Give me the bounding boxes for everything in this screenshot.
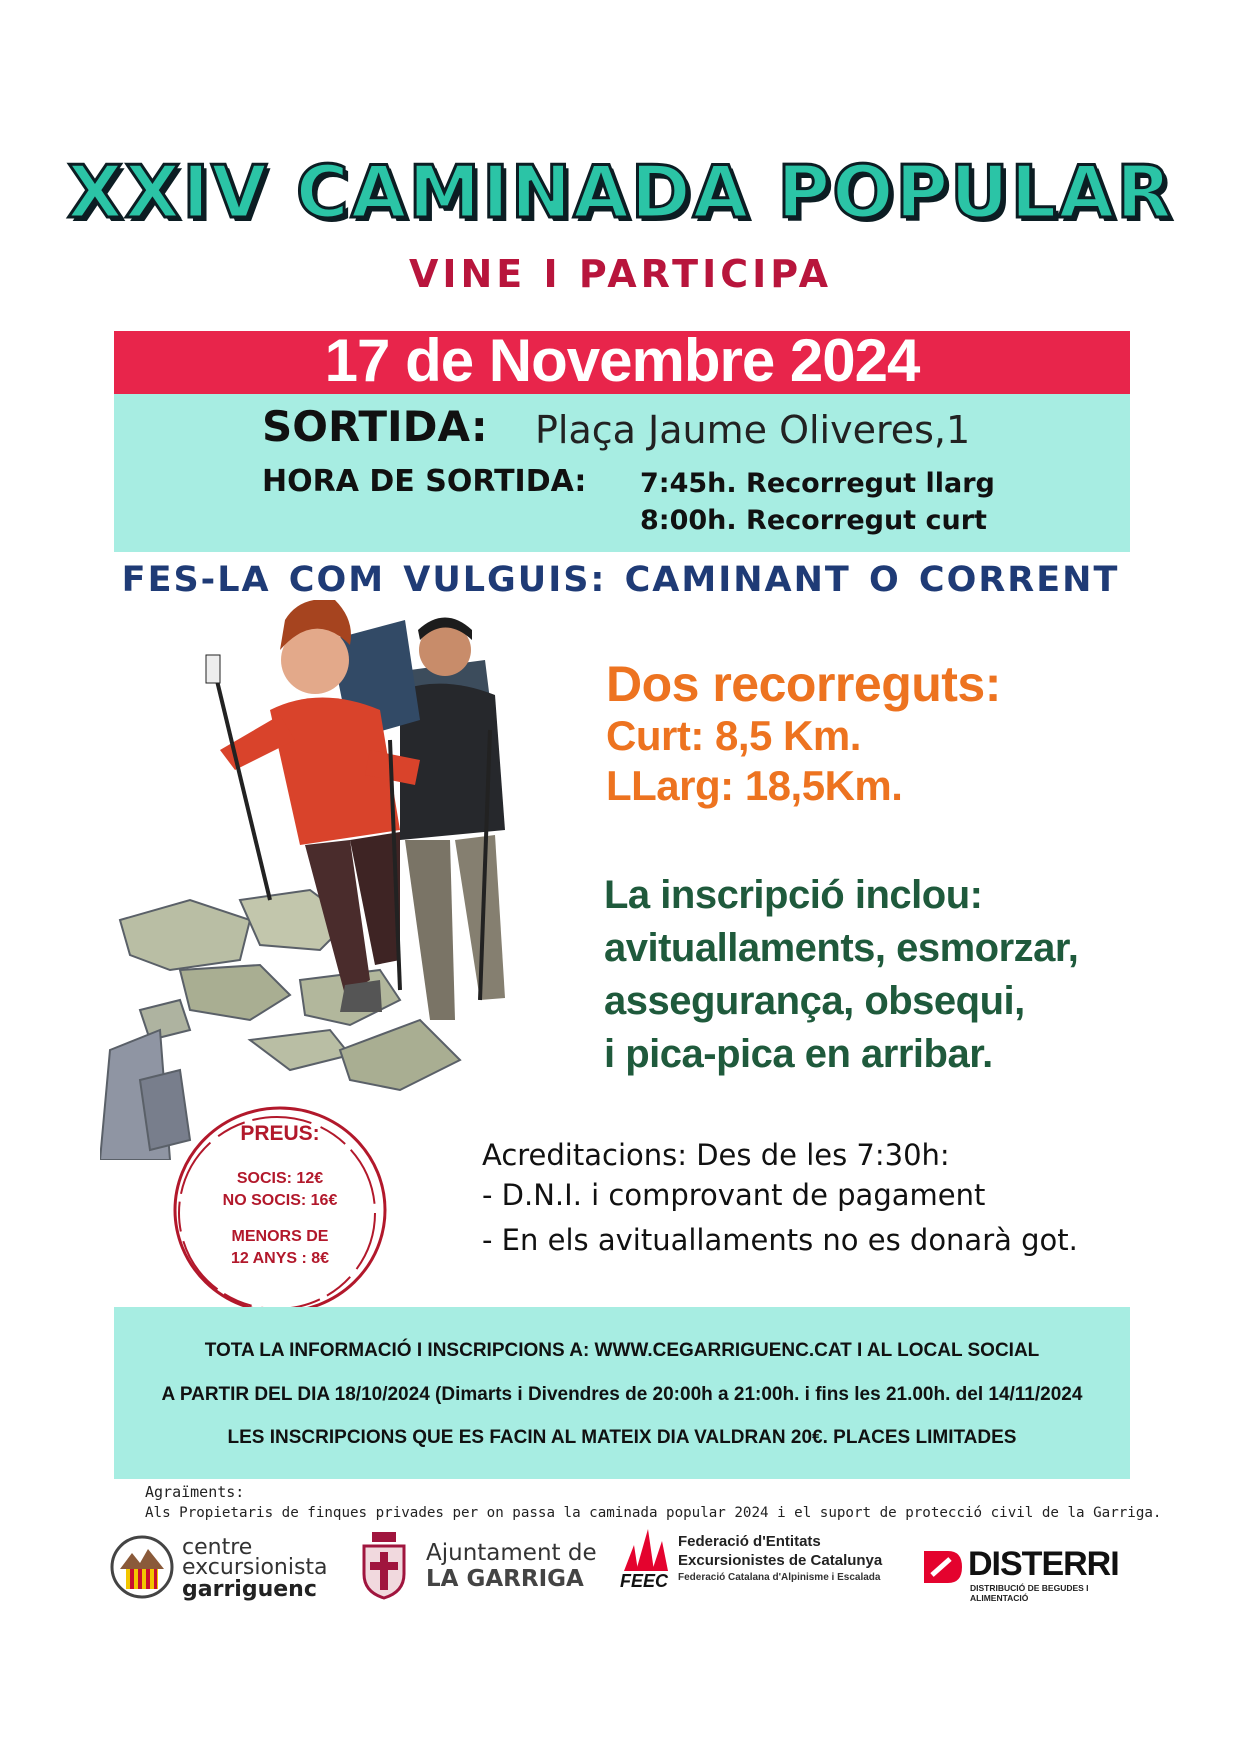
poster-title: XXIV CAMINADA POPULAR [67,150,1174,234]
feec-line1: Federació d'Entitats [678,1533,821,1550]
logo-feec [620,1525,920,1600]
includes-heading: La inscripció inclou: [604,873,983,917]
route-short: Curt: 8,5 Km. [606,712,861,759]
logo-disterri [920,1545,1135,1605]
acknowledgements-label: Agraïments: [145,1483,245,1501]
ceg-emblem-icon [110,1535,174,1599]
ajuntament-line1: Ajuntament de [426,1540,597,1566]
info-line-website: TOTA LA INFORMACIÓ I INSCRIPCIONS A: WWW.CEGARRIGUENC.CAT I AL LOCAL SOCIAL [204,1340,1040,1361]
prices-stamp [180,1100,380,1320]
disterri-mark-icon [920,1545,964,1589]
price-non-members: NO SOCIS: 16€ [222,1192,338,1209]
acknowledgements-text: Als Propietaris de finques privades per on passa la caminada popular 2024 i el suport de protecció civil de la Garriga. [145,1505,1162,1521]
feec-line3: Federació Catalana d'Alpinisme i Escalada [678,1572,881,1583]
includes-line: avituallaments, esmorzar, [604,926,1079,970]
accreditation-heading: Acreditacions: Des de les 7:30h: [482,1138,950,1172]
price-minors-line1: MENORS DE [231,1228,329,1245]
accreditation-line: - En els avituallaments no es donarà got. [482,1223,1078,1257]
ceg-line3: garriguenc [182,1577,317,1602]
ceg-line1: centre [182,1535,253,1560]
feec-line2: Excursionistes de Catalunya [678,1552,883,1569]
routes-heading: Dos recorreguts: [606,656,1001,712]
departure-label: SORTIDA: [262,402,488,451]
includes-line: i pica-pica en arribar. [604,1032,993,1076]
logo-centre-excursionista [110,1535,350,1605]
logo-ajuntament [358,1530,608,1600]
ceg-line2: excursionista [182,1555,328,1580]
info-line-same-day: LES INSCRIPCIONS QUE ES FACIN AL MATEIX DIA VALDRAN 20€. PLACES LIMITADES [227,1427,1017,1448]
price-minors-line2: 12 ANYS : 8€ [230,1250,330,1267]
includes-line: assegurança, obsequi, [604,979,1025,1023]
prices-title: PREUS: [240,1122,320,1145]
departure-time-long: 7:45h. Recorregut llarg [640,468,995,499]
route-long: LLarg: 18,5Km. [606,762,903,809]
ajuntament-line2: LA GARRIGA [426,1566,584,1592]
departure-time-label: HORA DE SORTIDA: [262,464,587,499]
disterri-name: DISTERRI [968,1545,1119,1583]
info-line-dates: A PARTIR DEL DIA 18/10/2024 (Dimarts i Divendres de 20:00h a 21:00h. i fins les 21.00h. del 14/11/2024 [161,1384,1083,1405]
disterri-tagline: DISTRIBUCIÓ DE BEGUDES I ALIMENTACIÓ [970,1583,1089,1603]
departure-place: Plaça Jaume Oliveres,1 [535,408,971,452]
accreditation-line: - D.N.I. i comprovant de pagament [482,1178,986,1212]
feec-mark-icon [620,1525,670,1573]
poster-subtitle: VINE I PARTICIPA [408,252,833,296]
tagline: FES-LA COM VULGUIS: CAMINANT O CORRENT [121,560,1120,600]
price-members: SOCIS: 12€ [236,1170,324,1187]
town-shield-icon [358,1530,410,1600]
hikers-illustration [100,600,600,1160]
hiker-man-illustration [400,618,505,1021]
event-date: 17 de Novembre 2024 [324,327,920,394]
feec-acronym: FEEC [620,1571,669,1591]
departure-time-short: 8:00h. Recorregut curt [640,505,987,536]
